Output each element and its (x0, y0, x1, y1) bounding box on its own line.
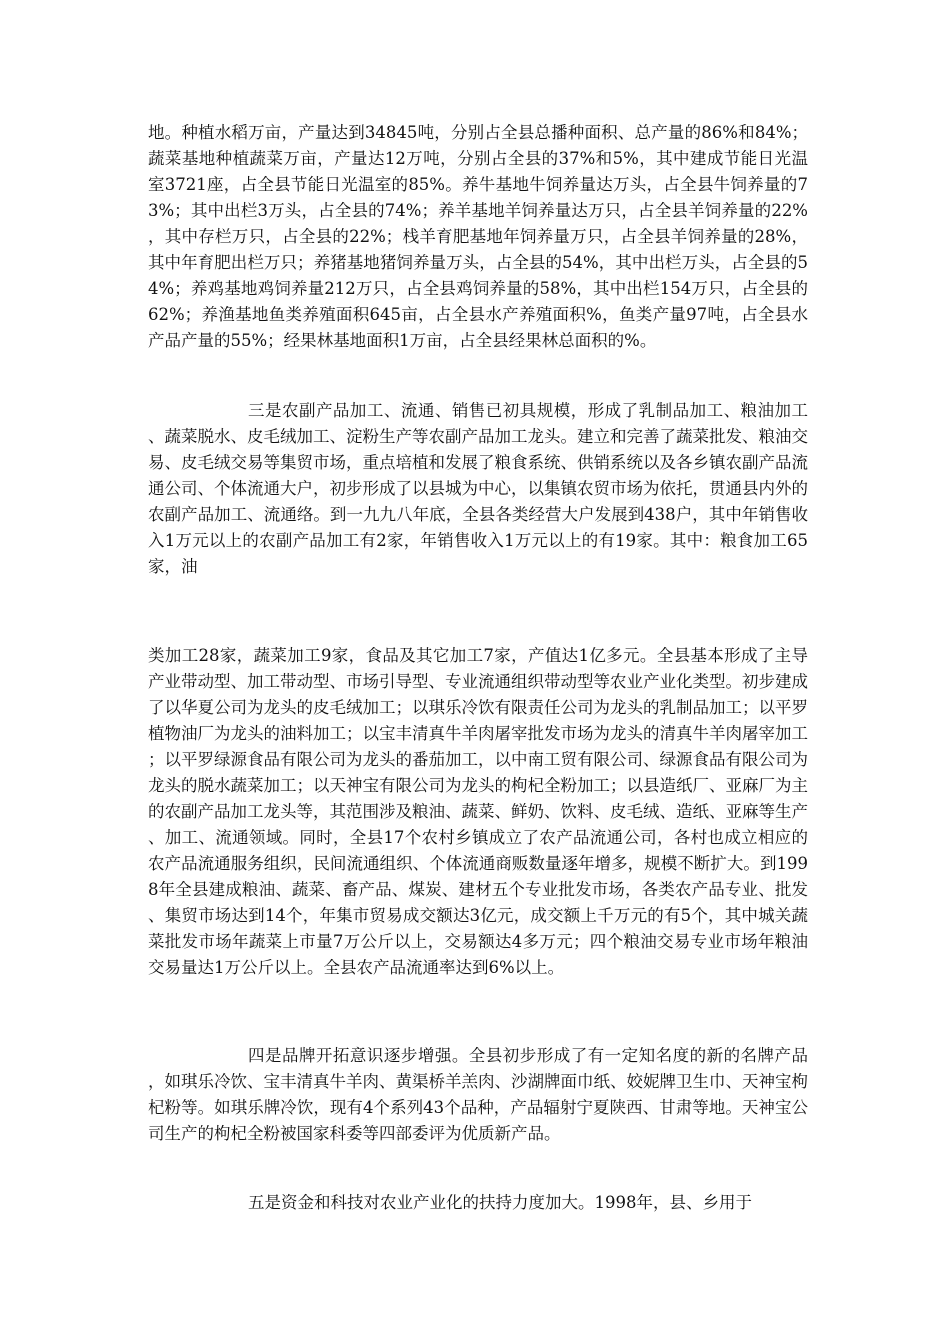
paragraph-funding-technology: 五是资金和科技对农业产业化的扶持力度加大。1998年，县、乡用于 (248, 1193, 752, 1212)
paragraph-brand-development: 四是品牌开拓意识逐步增强。全县初步形成了有一定知名度的新的名牌产品，如琪乐冷饮、宝丰清真牛羊肉、黄渠桥羊羔肉、沙湖牌面巾纸、姣妮牌卫生巾、天神宝枸杞粉等。如琪乐牌冷饮，现有4个系列43个品种，产品辐射宁夏陕西、甘肃等地。天神宝公司生产的枸杞全粉被国家科委等四部委评为优质新产品。 (148, 1046, 808, 1143)
paragraph-processing-circulation: 三是农副产品加工、流通、销售已初具规模，形成了乳制品加工、粮油加工、蔬菜脱水、皮毛绒加工、淀粉生产等农副产品加工龙头。建立和完善了蔬菜批发、粮油交易、皮毛绒交易等集贸市场，重点培植和发展了粮食系统、供销系统以及各乡镇农副产品流通公司、个体流通大户，初步形成了以县城为中心，以集镇农贸市场为依托，贯通县内外的农副产品加工、流通络。到一九九八年底，全县各类经营大户发展到438户，其中年销售收入1万元以上的农副产品加工有2家，年销售收入1万元以上的有19家。其中：粮食加工65家，油 (148, 401, 808, 576)
paragraph-processing-continued: 类加工28家，蔬菜加工9家，食品及其它加工7家，产值达1亿多元。全县基本形成了主导产业带动型、加工带动型、市场引导型、专业流通组织带动型等农业产业化类型。初步建成了以华夏公司为龙头的皮毛绒加工；以琪乐冷饮有限责任公司为龙头的乳制品加工；以平罗植物油厂为龙头的油料加工；以宝丰清真牛羊肉屠宰批发市场为龙头的清真牛羊肉屠宰加工；以平罗绿源食品有限公司为龙头的番茄加工，以中南工贸有限公司、绿源食品有限公司为龙头的脱水蔬菜加工；以天神宝有限公司为龙头的枸杞全粉加工；以县造纸厂、亚麻厂为主的农副产品加工龙头等，其范围涉及粮油、蔬菜、鲜奶、饮料、皮毛绒、造纸、亚麻等生产、加工、流通领域。同时，全县17个农村乡镇成立了农产品流通公司，各村也成立相应的农产品流通服务组织，民间流通组织、个体流通商贩数量逐年增多，规模不断扩大。到1998年全县建成粮油、蔬菜、畜产品、煤炭、建材五个专业批发市场，各类农产品专业、批发、集贸市场达到14个，年集市贸易成交额达3亿元，成交额上千万元的有5个，其中城关蔬菜批发市场年蔬菜上市量7万公斤以上，交易额达4多万元；四个粮油交易专业市场年粮油交易量达1万公斤以上。全县农产品流通率达到6%以上。 (148, 646, 808, 977)
paragraph-base-statistics: 地。种植水稻万亩，产量达到34845吨，分别占全县总播种面积、总产量的86%和84%；蔬菜基地种植蔬菜万亩，产量达12万吨，分别占全县的37%和5%，其中建成节能日光温室3721座，占全县节能日光温室的85%。养牛基地牛饲养量达万头，占全县牛饲养量的73%；其中出栏3万头，占全县的74%；养羊基地羊饲养量达万只，占全县羊饲养量的22%，其中存栏万只，占全县的22%；栈羊育肥基地年饲养量万只，占全县羊饲养量的28%，其中年育肥出栏万只；养猪基地猪饲养量万头，占全县的54%，其中出栏万头，占全县的54%；养鸡基地鸡饲养量212万只，占全县鸡饲养量的58%，其中出栏154万只，占全县的62%；养渔基地鱼类养殖面积645亩，占全县水产养殖面积%，鱼类产量97吨，占全县水产品产量的55%；经果林基地面积1万亩，占全县经果林总面积的%。 (148, 123, 808, 350)
